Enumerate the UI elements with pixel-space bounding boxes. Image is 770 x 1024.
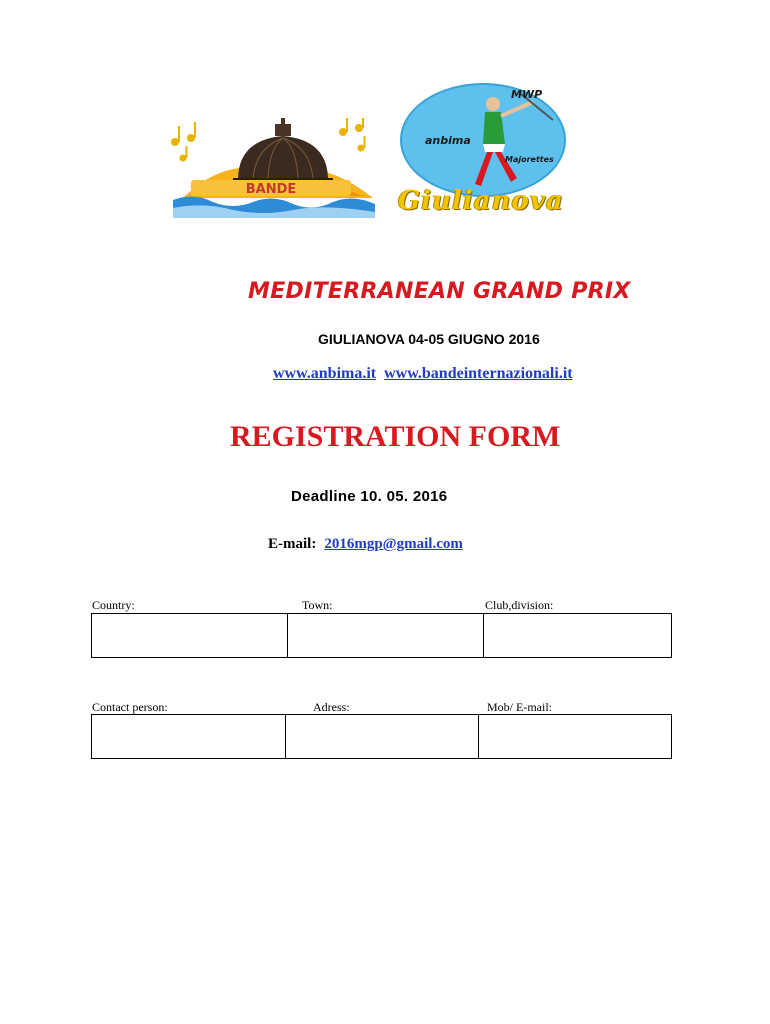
country-label: Country: [92, 598, 135, 612]
town-label: Town: [302, 598, 333, 612]
festival-logo-word: BANDE [245, 182, 297, 197]
address-field[interactable] [286, 715, 479, 758]
registration-row-1 [91, 613, 672, 658]
event-subtitle: GIULIANOVA 04-05 GIUGNO 2016 [318, 331, 540, 347]
club-field[interactable] [484, 614, 671, 657]
email-link[interactable]: 2016mgp@gmail.com [324, 536, 463, 552]
contact-person-field[interactable] [92, 715, 286, 758]
event-title: MEDITERRANEAN GRAND PRIX [248, 279, 631, 304]
mob-email-field[interactable] [479, 715, 671, 758]
contact-person-label: Contact person: [92, 700, 168, 714]
anbima-link[interactable]: www.anbima.it [273, 365, 377, 382]
giulianova-logo-word: Giulianova [398, 186, 564, 216]
bandeinternazionali-link[interactable]: www.bandeinternazionali.it [384, 365, 573, 382]
website-links [273, 365, 573, 383]
anbima-logo-tag: anbima [425, 134, 471, 147]
deadline-text: Deadline 10. 05. 2016 [291, 488, 448, 505]
address-label: Adress: [313, 700, 350, 714]
registration-row-2 [91, 714, 672, 759]
email-label: E-mail: [268, 536, 317, 552]
country-field[interactable] [92, 614, 288, 657]
email-line [268, 536, 463, 553]
form-heading: REGISTRATION FORM [230, 420, 561, 453]
majorettes-logo-tag: Majorettes [505, 155, 554, 164]
svg-text:MWP: MWP [511, 88, 543, 101]
club-label: Club,division: [485, 598, 554, 612]
mob-email-label: Mob/ E-mail: [487, 700, 552, 714]
town-field[interactable] [288, 614, 484, 657]
festival-logo [163, 118, 383, 218]
